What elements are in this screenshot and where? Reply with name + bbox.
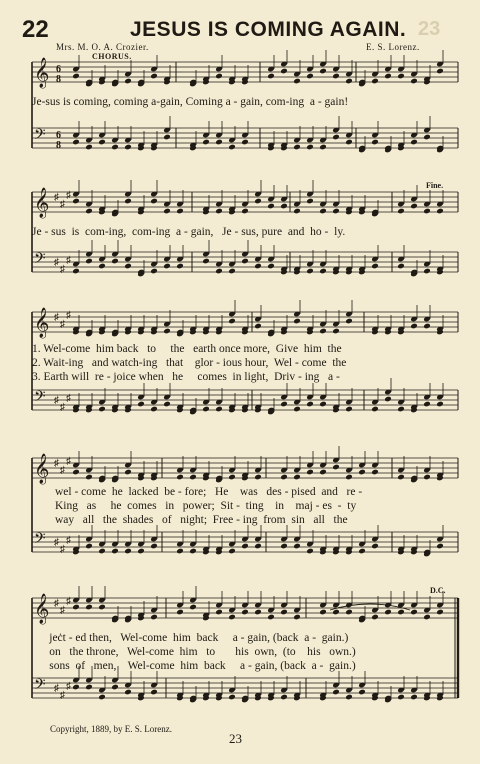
time-signature-top: 6 <box>56 64 61 75</box>
notehead <box>150 406 158 413</box>
sharp-icon: ♯ <box>54 683 59 694</box>
notehead <box>85 474 93 481</box>
notehead <box>423 134 431 141</box>
notehead <box>280 203 288 210</box>
notehead <box>254 543 262 550</box>
notehead <box>98 548 106 555</box>
notehead <box>85 684 93 691</box>
notehead <box>319 208 327 215</box>
notehead <box>293 144 301 151</box>
notehead <box>319 268 327 275</box>
hymn-number: 22 <box>22 16 49 43</box>
notehead <box>280 609 288 616</box>
lyric-line-s2: Je - sus is com-ing, com-ing a - gain, Je - sus, pure and ho - ly. <box>32 226 346 238</box>
notehead <box>293 318 301 325</box>
notehead <box>202 258 210 265</box>
chorus-label: CHORUS. <box>92 52 132 61</box>
notehead <box>293 474 301 481</box>
notehead <box>163 208 171 215</box>
notehead <box>98 604 106 611</box>
notehead <box>319 68 327 75</box>
notehead <box>72 268 80 275</box>
notehead <box>397 609 405 616</box>
notehead <box>85 604 93 611</box>
notehead <box>436 208 444 215</box>
notehead <box>384 396 392 403</box>
notehead <box>72 684 80 691</box>
notehead <box>306 268 314 275</box>
notehead <box>410 694 418 701</box>
sharp-icon: ♯ <box>60 690 65 701</box>
notehead <box>150 198 158 205</box>
notehead <box>124 263 132 270</box>
bleed-through-number: 23 <box>418 18 441 40</box>
notehead <box>176 548 184 555</box>
notehead <box>202 406 210 413</box>
notehead <box>371 406 379 413</box>
notehead <box>267 614 275 621</box>
notehead <box>306 548 314 555</box>
treble-clef-icon: 𝄞 <box>34 188 50 218</box>
notehead <box>124 78 132 85</box>
notehead <box>215 139 223 146</box>
notehead <box>241 139 249 146</box>
notehead <box>163 328 171 335</box>
notehead <box>254 474 262 481</box>
sharp-icon: ♯ <box>66 190 71 201</box>
notehead <box>397 474 405 481</box>
sharp-icon: ♯ <box>66 456 71 467</box>
notehead <box>332 134 340 141</box>
bass-clef-icon: 𝄢 <box>34 676 46 697</box>
lyricist-credit: Mrs. M. O. A. Crozier. <box>56 42 149 52</box>
notehead <box>241 208 249 215</box>
lyric-verse3-s4: way all the shades of night; Free - ing from sin all the <box>32 514 348 526</box>
notehead <box>436 68 444 75</box>
notehead <box>332 609 340 616</box>
notehead <box>176 263 184 270</box>
notehead <box>85 208 93 215</box>
lyric-line-s1: Je-sus is coming, coming a-gain, Coming a - gain, com-ing a - gain! <box>32 96 349 108</box>
notehead <box>98 139 106 146</box>
notehead <box>332 464 340 471</box>
notehead <box>98 694 106 701</box>
time-signature-top: 6 <box>56 130 61 141</box>
notehead <box>371 543 379 550</box>
notehead <box>423 401 431 408</box>
sharp-icon: ♯ <box>60 465 65 476</box>
notehead <box>371 78 379 85</box>
notehead <box>254 323 262 330</box>
bass-clef-icon: 𝄢 <box>34 388 46 409</box>
sharp-icon: ♯ <box>66 535 71 546</box>
notehead <box>241 543 249 550</box>
notehead <box>371 139 379 146</box>
notehead <box>436 543 444 550</box>
notehead <box>436 401 444 408</box>
notehead <box>436 609 444 616</box>
notehead <box>215 609 223 616</box>
notehead <box>332 689 340 696</box>
copyright-notice: Copyright, 1889, by E. S. Lorenz. <box>50 724 172 734</box>
sharp-icon: ♯ <box>54 537 59 548</box>
notehead <box>228 144 236 151</box>
treble-clef-icon: 𝄞 <box>34 454 50 484</box>
notehead <box>293 614 301 621</box>
lyric-verse1-s5: jeċt - ed then, Wel-come him back a - gain, (back a - gain.) <box>32 632 349 644</box>
notehead <box>293 543 301 550</box>
notehead <box>150 543 158 550</box>
notehead <box>98 263 106 270</box>
bass-clef-icon: 𝄢 <box>34 250 46 271</box>
notehead <box>137 401 145 408</box>
notehead <box>163 263 171 270</box>
bass-clef-icon: 𝄢 <box>34 530 46 551</box>
notehead <box>423 208 431 215</box>
notehead <box>111 258 119 265</box>
notehead <box>280 68 288 75</box>
sharp-icon: ♯ <box>66 596 71 607</box>
notehead <box>267 203 275 210</box>
notehead <box>124 144 132 151</box>
dc-marking: D.C. <box>430 586 446 595</box>
notehead <box>215 268 223 275</box>
sharp-icon: ♯ <box>54 598 59 609</box>
notehead <box>241 258 249 265</box>
notehead <box>228 318 236 325</box>
notehead <box>410 203 418 210</box>
notehead <box>423 268 431 275</box>
notehead <box>397 73 405 80</box>
notehead <box>332 328 340 335</box>
notehead <box>189 604 197 611</box>
notehead <box>72 198 80 205</box>
notehead <box>228 474 236 481</box>
notehead <box>280 401 288 408</box>
notehead <box>254 609 262 616</box>
time-signature-bottom: 8 <box>56 140 61 151</box>
notehead <box>319 144 327 151</box>
notehead <box>410 609 418 616</box>
notehead <box>423 614 431 621</box>
notehead <box>111 548 119 555</box>
notehead <box>124 469 132 476</box>
lyric-verse2-s5: on the throne, Wel-come him to his own, (to his own.) <box>32 646 356 658</box>
sharp-icon: ♯ <box>60 264 65 275</box>
notehead <box>293 208 301 215</box>
notehead <box>306 73 314 80</box>
notehead <box>345 609 353 616</box>
notehead <box>254 263 262 270</box>
notehead <box>215 406 223 413</box>
notehead <box>319 469 327 476</box>
notehead <box>176 208 184 215</box>
notehead <box>150 614 158 621</box>
notehead <box>280 694 288 701</box>
sharp-icon: ♯ <box>66 681 71 692</box>
bass-clef-icon: 𝄢 <box>34 126 46 147</box>
notehead <box>358 548 366 555</box>
hymn-title: JESUS IS COMING AGAIN. <box>130 18 407 41</box>
sharp-icon: ♯ <box>60 319 65 330</box>
notehead <box>124 689 132 696</box>
notehead <box>410 78 418 85</box>
page-number: 23 <box>229 731 242 746</box>
notehead <box>319 401 327 408</box>
notehead <box>358 689 366 696</box>
notehead <box>410 323 418 330</box>
notehead <box>371 614 379 621</box>
notehead <box>423 474 431 481</box>
notehead <box>345 474 353 481</box>
notehead <box>189 548 197 555</box>
notehead <box>137 548 145 555</box>
notehead <box>124 198 132 205</box>
notehead <box>228 614 236 621</box>
notehead <box>345 78 353 85</box>
sharp-icon: ♯ <box>60 402 65 413</box>
notehead <box>163 401 171 408</box>
notehead <box>176 474 184 481</box>
notehead <box>371 469 379 476</box>
notehead <box>150 73 158 80</box>
notehead <box>293 406 301 413</box>
notehead <box>163 134 171 141</box>
notehead <box>345 694 353 701</box>
sharp-icon: ♯ <box>54 395 59 406</box>
notehead <box>72 73 80 80</box>
composer-credit: E. S. Lorenz. <box>366 42 420 52</box>
treble-clef-icon: 𝄞 <box>34 594 50 624</box>
notehead <box>371 263 379 270</box>
notehead <box>176 609 184 616</box>
notehead <box>150 268 158 275</box>
notehead <box>345 318 353 325</box>
sharp-icon: ♯ <box>60 199 65 210</box>
notehead <box>293 78 301 85</box>
sharp-icon: ♯ <box>60 544 65 555</box>
sharp-icon: ♯ <box>60 605 65 616</box>
notehead <box>319 609 327 616</box>
sharp-icon: ♯ <box>54 257 59 268</box>
notehead <box>319 328 327 335</box>
notehead <box>111 684 119 691</box>
lyric-verse3-s5: sons of men, Wel-come him back a - gain, (back a - gain.) <box>32 660 356 672</box>
notehead <box>358 469 366 476</box>
treble-clef-icon: 𝄞 <box>34 308 50 338</box>
notehead <box>85 144 93 151</box>
notehead <box>384 73 392 80</box>
notehead <box>72 604 80 611</box>
lyric-verse2-s3: 2. Wait-ing and watch-ing that glor - ious hour, Wel - come the <box>32 357 347 369</box>
treble-clef-icon: 𝄞 <box>34 58 50 88</box>
notehead <box>306 144 314 151</box>
notehead <box>423 323 431 330</box>
sharp-icon: ♯ <box>54 458 59 469</box>
notehead <box>410 139 418 146</box>
notehead <box>332 73 340 80</box>
notehead <box>72 139 80 146</box>
notehead <box>267 263 275 270</box>
sharp-icon: ♯ <box>54 312 59 323</box>
notehead <box>85 543 93 550</box>
notehead <box>150 689 158 696</box>
notehead <box>306 401 314 408</box>
fine-marking: Fine. <box>426 181 444 190</box>
notehead <box>384 609 392 616</box>
notehead <box>111 144 119 151</box>
notehead <box>280 474 288 481</box>
notehead <box>124 548 132 555</box>
notehead <box>215 208 223 215</box>
sharp-icon: ♯ <box>66 310 71 321</box>
notehead <box>241 609 249 616</box>
notehead <box>228 268 236 275</box>
lyric-verse3-s3: 3. Earth will re - joice when he comes in light, Driv - ing a - <box>32 371 340 383</box>
notehead <box>98 406 106 413</box>
notehead <box>267 73 275 80</box>
lyric-verse2-s4: King as he comes in power; Sit - ting in maj - es - ty <box>32 500 357 512</box>
sharp-icon: ♯ <box>66 393 71 404</box>
sharp-icon: ♯ <box>66 255 71 266</box>
notehead <box>332 208 340 215</box>
notehead <box>397 406 405 413</box>
notehead <box>306 469 314 476</box>
notehead <box>280 543 288 550</box>
notehead <box>215 73 223 80</box>
notehead <box>228 694 236 701</box>
notehead <box>228 548 236 555</box>
notehead <box>397 208 405 215</box>
notehead <box>345 139 353 146</box>
notehead <box>397 263 405 270</box>
time-signature-bottom: 8 <box>56 74 61 85</box>
lyric-verse1-s3: 1. Wel-come him back to the earth once more, Give him the <box>32 343 342 355</box>
notehead <box>72 469 80 476</box>
notehead <box>189 474 197 481</box>
lyric-verse1-s4: wel - come he lacked be - fore; He was des - pised and re - <box>32 486 363 498</box>
notehead <box>85 258 93 265</box>
notehead <box>306 198 314 205</box>
notehead <box>397 694 405 701</box>
sharp-icon: ♯ <box>54 192 59 203</box>
notehead <box>345 406 353 413</box>
notehead <box>202 139 210 146</box>
notehead <box>254 198 262 205</box>
